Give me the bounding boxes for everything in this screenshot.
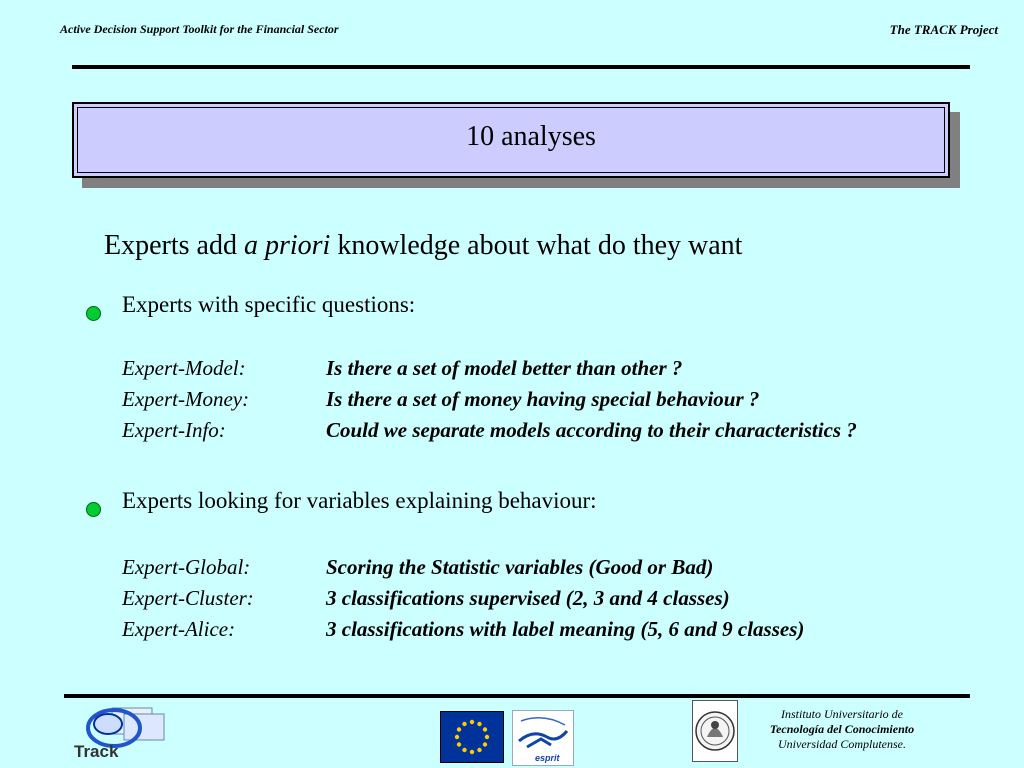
bottom-divider: [64, 694, 970, 698]
university-seal-icon: [692, 700, 738, 762]
expert-label: Expert-Model:: [122, 356, 246, 380]
section-heading: Experts with specific questions:: [122, 292, 416, 317]
expert-label: Expert-Info:: [122, 418, 226, 442]
esprit-logo-icon: [512, 710, 574, 766]
expert-description: Is there a set of model better than other ?: [326, 356, 683, 380]
bullet-icon: [86, 306, 101, 321]
header-right-text: The TRACK Project: [889, 22, 998, 37]
subtitle-italic: a priori: [243, 230, 331, 261]
expert-label: Expert-Cluster:: [122, 586, 254, 610]
institute-line3: Universidad Complutense.: [778, 737, 906, 751]
subtitle-post: knowledge about what do they want: [330, 230, 743, 261]
institute-caption: [742, 707, 942, 752]
slide-subtitle: [104, 230, 742, 262]
section-heading: Experts looking for variables explaining behaviour:: [122, 488, 597, 513]
track-logo-text: Track: [74, 742, 119, 761]
top-divider: [72, 65, 970, 69]
expert-description: 3 classifications with label meaning (5, 6 and 9 classes): [326, 617, 805, 641]
subtitle-pre: Experts add: [104, 230, 244, 261]
expert-description: Could we separate models according to their characteristics ?: [326, 418, 857, 442]
expert-label: Expert-Global:: [122, 555, 251, 579]
eu-flag-icon: [440, 711, 504, 763]
institute-line1: Instituto Universitario de: [781, 707, 903, 721]
expert-label: Expert-Money:: [122, 387, 250, 411]
expert-label: Expert-Alice:: [122, 617, 236, 641]
bullet-icon: [86, 502, 101, 517]
header-left-text: Active Decision Support Toolkit for the Financial Sector: [60, 22, 339, 36]
slide-title: 10 analyses: [466, 121, 596, 152]
expert-description: 3 classifications supervised (2, 3 and 4 classes): [326, 586, 730, 610]
expert-description: Scoring the Statistic variables (Good or Bad): [326, 555, 714, 579]
title-box: [72, 102, 950, 178]
esprit-logo-text: esprit: [535, 753, 560, 763]
institute-line2: Tecnología del Conocimiento: [769, 722, 915, 736]
expert-description: Is there a set of money having special behaviour ?: [326, 387, 760, 411]
